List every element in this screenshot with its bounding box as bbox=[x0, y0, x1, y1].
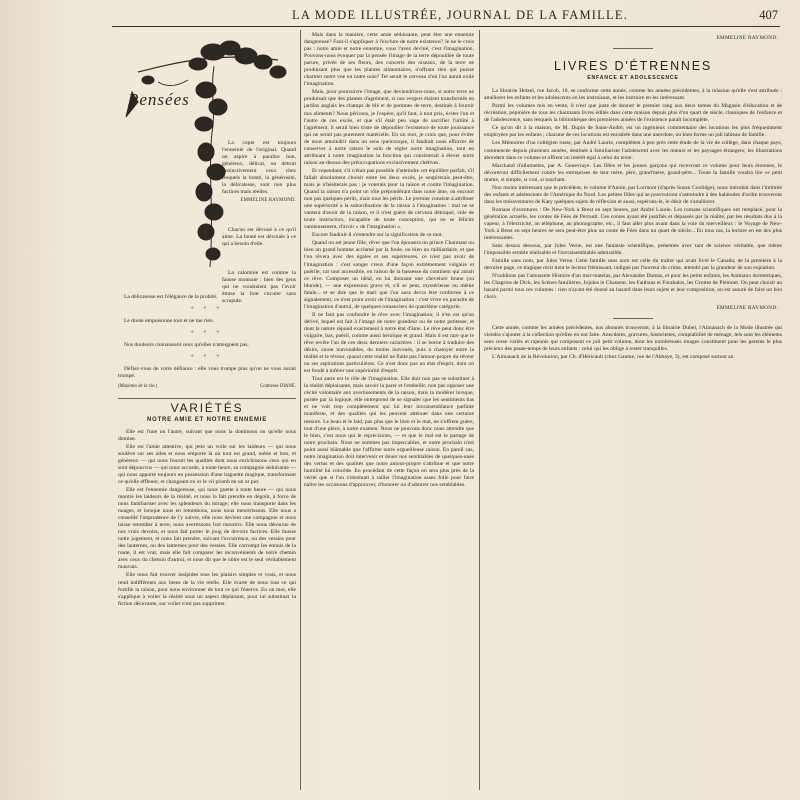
article-paragraph: Cette année, comme les années précédentes, nos abonnés trouveront, à la librairie Dubel, l'Almanach de la Mode illustrée qui viendra s'ajouter à la collection qu'elles en ont faite. Anecdotes, gravures, historiettes, comptabilité de ménage, tels sont les éléments sans cesse variés et rajeunis qui composent ce joli petit volume, dont les nombreuses images constituent pour les parents le plus précieux des passe-temps de leurs enfants : celui qui les oblige à rester tranquilles. bbox=[484, 324, 782, 352]
livres-title: LIVRES D'ÉTRENNES bbox=[553, 59, 713, 74]
article-paragraph: La librairie Hetzel, rue Jacob, 18, se conforme cette année, comme les années précédentes, à la mission qu'elle s'est attribuée : améliorer les enfants et les adolescents en les instruisant, et les instruire en les intéressant. bbox=[484, 88, 782, 102]
column-two bbox=[304, 32, 474, 792]
article-paragraph: Il ne faut pas confondre le rêve avec l'imagination; il n'en est qu'un dérivé, lequel est fait à l'image de notre grandeur ou de notre petitesse, et dont la nature répond exactement à notre état d'âme. Le rêve peut donc être vulgaire, bas, puéril, comme aussi héroïque et grand. Mais il est rare que le rêve revête l'un de ces deux derniers caractères : il se borne à traduire des désirs, sinon inavouables, du moins inavoués, puis à chatoyer entre la réalité et le rêveur, quand cette réalité ne flatte pas l'amour-propre du rêveur ou ses aspirations particulières. Ce n'est donc pas un état d'esprit, dont on est fondé à inférer une supériorité d'esprit. bbox=[304, 311, 474, 375]
article-paragraph: Mais dans la manière, cette amie séduisante, peut être une ennemie dangereuse? Faut-il s'appliquer à l'exclure de notre existence? Je ne le crois pas : notre amie et notre ennemie, vous l'avez deviné, c'est l'imagination. Pouvons-nous évoquer par la pensée l'image de la terre dépouillée de toute parure, privée de ses fleurs, des concerts des oiseaux, de la terre ne produisant plus que les plantes alimentaires, n'offrant rien qui puisse charmer notre vue ou notre ouïe? Tel serait le cerveau d'où l'on aurait exilé l'imagination. bbox=[304, 32, 474, 88]
article-paragraph: N'oublions pas l'amusante Histoire d'un mur-matelas, par Alexandre Dumas, et pour les petits enfants, les Animaux domestiques, les Chagrins de Dick, les Scènes familières, Jojules le Chasseur, les Faitbaus et Forabalos, les Grottes de Piémont. On peut choisir au hasard parmi tous ces volumes : rien n'ayant été donné au hasard dans leurs sujets et leur composition, on est assuré de faire un bon choix. bbox=[484, 273, 782, 301]
article-paragraph: Elle est l'une ou l'autre, suivant que nous la dominons ou qu'elle nous domine. bbox=[118, 428, 296, 442]
article-paragraph: Sans dessus dessous, par Jules Verne, est une fantaisie scientifique, présentée avec tant de science véritable, que même l'impossible semble réalisable et l'invraisemblable admissible. bbox=[484, 243, 782, 257]
livres-signature: EMMELINE RAYMOND. bbox=[716, 304, 778, 311]
article-paragraph: Elle est l'ennemie dangereuse, qui nous guette à toute heure — qui nous montre les laideurs de la réalité, et nous la fait prendre en dégoût, à force de nous familiariser avec les splendeurs du mirage; elle nous transporte dans les nuages, et lorsque nous en retombons, nous nous meurtrissons. Elle nous a conseillé l'imprudence de l'y suivre, elle nous devient une compagnie et nous laisse retomber à terre, nous avertissons fort meurtris. Elle nous détourne de nos vrais devoirs, et nous fait porter le joug de devoirs factices. Elle fausse notre jugement, et nous fait prendre, suivant l'occurrence, ou des vessies pour des lanternes, ou des lanternes pour des vessies. Elle corrompt les ennuis de la route, il est vrai; mais elle fait comparer les inconvénients de notre chemin avec ceux du chemin d'autrui, et nous dit que le nôtre est le seul véritablement mauvais. bbox=[118, 486, 296, 571]
thought-signature: EMMELINE RAYMOND. bbox=[240, 198, 296, 204]
thought-block bbox=[222, 270, 296, 306]
thought-text: La copie est toujours l'ennemie de l'original. Quand on aspire à paraître bon, généreux, délicat, on détruit instinctivement ceux chez lesquels la bonté, la générosité, la délicatesse, sont non plus factices mais réelles. bbox=[222, 140, 296, 196]
column-divider bbox=[479, 30, 480, 790]
article-paragraph: Tout autre est le rôle de l'imagination. Elle doit non pas se substituer à la réalité déplaisante, mais savoir la parer et l'embellir; non pas opposer une cécité volontaire aux avertissements de la raison, mais la modérer lorsque, portée par la logique, elle entreprend de se signaler que les sentiments bas et ne voit trop complètement qui lui leur invraisemblance parfaite manifeste, et des qualités qui les peuvent atténuer dans une certaine mesure. Le beau et le laid, pas plus que le bien et le mal, ne s'offrent guère, tout d'une pièce, à notre examen. Nous ne pouvons donc nous attendre que le bien, c'est nous qui le reprécisions, — et que le mal est le partage de notre prochain. Nous ne sommes pas impeccables, et notre prochain n'est point aussi blâmable que l'affirme notre orgueilleuse raison. En pareil cas, notre imagination doit intervenir et douer nos semblables de quelques-unes des vertus et des qualités que notre amour-propre s'attribue et que notre humilité lui concède. En procédant de cette façon on sera plus près de la vérité que si l'on s'obstinait à railler l'imagination assez folle pour faire naître les occasions d'approuver, d'honorer ou d'admirer nos semblables. bbox=[304, 376, 474, 488]
column-divider bbox=[300, 30, 301, 790]
page-number: 407 bbox=[759, 8, 778, 22]
article-paragraph: Parmi les volumes mis en vente, il n'est que juste de donner le premier rang aux deux tomes du Magasin d'éducation et de récréation, pépinière de tous les charmants livres édités dans cette maison depuis plus d'un quart de siècle, classiques de l'enfance et de l'adolescence, sans lesquels la bibliothèque des premières années de l'existence paraît incomplète. bbox=[484, 103, 782, 124]
dingbat-separator: + + + bbox=[190, 354, 224, 361]
thought-text: La calomnie est comme la fausse monnaie : bien des gens qui ne voudraient pas l'avoir émise la font circuler sans scrupule. bbox=[222, 270, 296, 305]
dingbat-separator: + + + bbox=[190, 330, 224, 337]
article-paragraph: Mais, pour poursuivre l'image, que deviendrions-nous, si notre terre ne produisait que des plantes d'agrément, si nos vergers étaient transformés en jardins anglais les champs de blé et de pommes de terre, destinés à fournir nos aliments? Nous périrons, je l'espère, qu'il faut, à tout prix, éviter l'un et l'autre de ces excès, et que s'il était peu sage de sacrifier l'utilité à l'agrément, il serait bien triste de dépouiller l'existence de toute jouissance qui ne serait pas purement matérielle. En un mot, je crois que, pour éviter de nous amoindrir dans un sens quelconque, il faudrait nous efforcer de conserver à notre raison le soin de régler notre imagination, tout en attribuant à notre imagination la fonction qui consisterait à élever notre raison au-dessus des préoccupations exclusivement chétives. bbox=[304, 89, 474, 166]
section-rule bbox=[118, 398, 296, 399]
thought-block bbox=[222, 140, 296, 207]
article-paragraph: Ce qu'on dit à la maison, de M. Dupin de Saint-André, est un ingénieux commentaire des locutions les plus fréquemment employées par les enfants ; chacune de ces locutions est encadrée dans une anecdote, ou bien forme un joli tableau de famille. bbox=[484, 125, 782, 139]
thought-text: Le doute empoisonne tout et ne tue rien. bbox=[124, 318, 215, 325]
thought-text: Défiez-vous de votre défiance : elle vous trompe plus qu'on ne vous aurait trompé. bbox=[118, 366, 296, 380]
column-one bbox=[118, 32, 296, 792]
source-title: (Maximes de la vie.) bbox=[118, 384, 158, 390]
source-line bbox=[118, 383, 296, 390]
header-rule bbox=[112, 26, 780, 27]
column-three bbox=[484, 32, 782, 792]
article-paragraph: Non moins intéressant que le précédent, le volume d'Annie, par Lormont (d'après Susan Coolidge), nous introduit dans l'intimité des enfants et adolescents de l'Amérique du Nord. Les petites filles qui se pourvoiront s'astreindre à des habitudes d'ordre trouveront dans les mésaventures de Katy quelques sujets de réflexion et aussi, espérons-le, le désir de s'améliorer. bbox=[484, 184, 782, 205]
thought-list bbox=[118, 294, 296, 390]
running-title: LA MODE ILLUSTRÉE, JOURNAL DE LA FAMILLE. bbox=[292, 8, 628, 22]
livres-subtitle: ENFANCE ET ADOLESCENCE bbox=[587, 75, 679, 82]
article-paragraph: Et cependant, s'il n'était pas possible d'atteindre cet équilibre parfait, s'il fallait absolument choisir entre les deux excès, je soupirerais peut-être, mais je n'hésiterais pas : je voterais pour la raison et contre l'imagination. Quand la raison n'a point un rôle prépondérant dans notre âme, on encourt non pas quelques périls, mais tous les périls. Le premier consiste à attribuer une supériorité à la subordination de la raison à l'imagination : mal ne se vantera d'avoir de la raison, et il n'est guère de cerveau détraqué, vide de toute instruction, incapable de toute conception, qui ne se félicite vaniteusement, d'avoir « de l'imagination ». bbox=[304, 167, 474, 231]
pensees-title: Pensées bbox=[128, 90, 190, 109]
varietes-title: VARIÉTÉS bbox=[170, 401, 244, 416]
article-paragraph: Elle nous fait trouver insipides tous les plaisirs simples et vrais, et nous rend indifférents aux biens de la vie réelle. Elle écarte de nous tout ce qui fortifie la raison, pour nous environner de tout ce qui l'énerve. En un mot, elle s'applique à voiler la réalité sous un aspect déplaisant, pour lui substituer la fiction décevante, sur voiler n'est pas supprimer. bbox=[118, 572, 296, 607]
varietes-signature: EMMELINE RAYMOND. bbox=[716, 35, 778, 41]
dingbat-separator: + + + bbox=[190, 306, 224, 313]
article-paragraph: Encore faudrait-il s'entendre sur la signification de ce mot. bbox=[312, 232, 444, 239]
article-paragraph: Quand on est jeune fille, rêver que l'on épousera un prince Charmant ou bien un grand homme acclamé par la foule, ou bien un milliardaire, et que l'on rêvera avec des égales et ses supérieures, ce n'est pas avoir de l'imagination : c'est songer creux d'une façon extrêmement vulgaire et puérile, car tout accessible, en raison de la bassesse du continent qui aurait ce rêve. Composer un idéal, en lui donnant une chevelure brune (ou blonde), — une expression grave et, s'il se peut, mystérieuse ou même fatale... et se dire que le mari que l'on aura devra être conforme à ce signalement, ce n'est point avoir de l'imagination : c'est vivre en parasite de l'imagination d'autrui, de quelques romanciers de quatrième catégorie. bbox=[304, 240, 474, 310]
varietes-subtitle: NOTRE AMIE ET NOTRE ENNEMIE bbox=[146, 417, 268, 424]
thought-text: Chacun est dévoué à ce qu'il aime. La bonté est dévouée à ce qui a besoin d'elle. bbox=[222, 227, 296, 248]
thought-text: Nos douleurs connaissent ceux qu'elles n'atteignent pas. bbox=[124, 342, 249, 349]
thought-text: La délicatesse est l'élégance de la probité. bbox=[124, 294, 218, 300]
source-author: Comtesse DIANE. bbox=[260, 384, 296, 390]
thought-block bbox=[222, 227, 296, 249]
article-paragraph: Les Mémoires d'un collégien russe, par André Laurie, complètent à peu près cette étude de la vie de collège, dans chaque pays, commencée depuis plusieurs années, destinée à familiariser l'adolescent avec les mœurs et les paysages étrangers; les illustrations abondent dans ce volume et offrent un intérêt égal à celui du texte. bbox=[484, 140, 782, 161]
article-paragraph: Elle est l'amie attentive, qui jette un voile sur les laideurs — qui nous soulève sur ses ailes et nous emporte là où tout est grand, noble et bon, et généreux — qui nous fournit les qualités dont nous enrichissons ceux qui en sont dépourvus — qui nous accorde, à toute heure, sa compagnie séduisante — qui nous apporte toujours en possession d'une baguette magique, transformant ce qu'elle effleure, et changeant en or le vil plomb en un or pur. bbox=[118, 443, 296, 485]
article-paragraph: L'Almanach de la Révolution, par Ch. d'Héricault (chez Gaume, rue de l'Abbaye, 3), est composé surtout an bbox=[492, 353, 734, 360]
section-rule bbox=[613, 318, 653, 319]
article-paragraph: Marchand d'allumettes, par A. Genevraye. Les filles et les jeunes garçons qui recevront ce volume pour leurs étrennes, le dévoreront difficilement contre les entreprises de leur mère, père, grand'mère, grand-père... Toute la famille voudra lire ce petit drame, si simple, si vrai, si touchant. bbox=[484, 162, 782, 183]
section-rule bbox=[613, 48, 653, 49]
article-paragraph: Famille sans nom, par Jules Verne. Cette famille sans nom est celle du traître qui avait livré le Canada; de la première à la dernière page, ce tragique récit tient le lecteur frémissant, indigné par l'horreur du crime, attendri par la grandeur de son expiation. bbox=[484, 258, 782, 272]
article-paragraph: Romans d'aventures : De New-York à Brest en sept heures, par André Laurie. Les romans scientifiques ont remplacé, pour la génération actuelle, les contes de Fées de Perrault. Ces contes ayant été justifiés et dépassés par la réalité, par les résultats dus à la vapeur, à l'électricité, au téléphone, au phonographe, etc., il faut aller plus avant dans la voie du merveilleux : le Voyage de New-York à Brest en sept heures ne sera peut-être plus un conte de Fées dans un quart de siècle... En tous cas, la lecture en est des plus intéressantes. bbox=[484, 206, 782, 242]
